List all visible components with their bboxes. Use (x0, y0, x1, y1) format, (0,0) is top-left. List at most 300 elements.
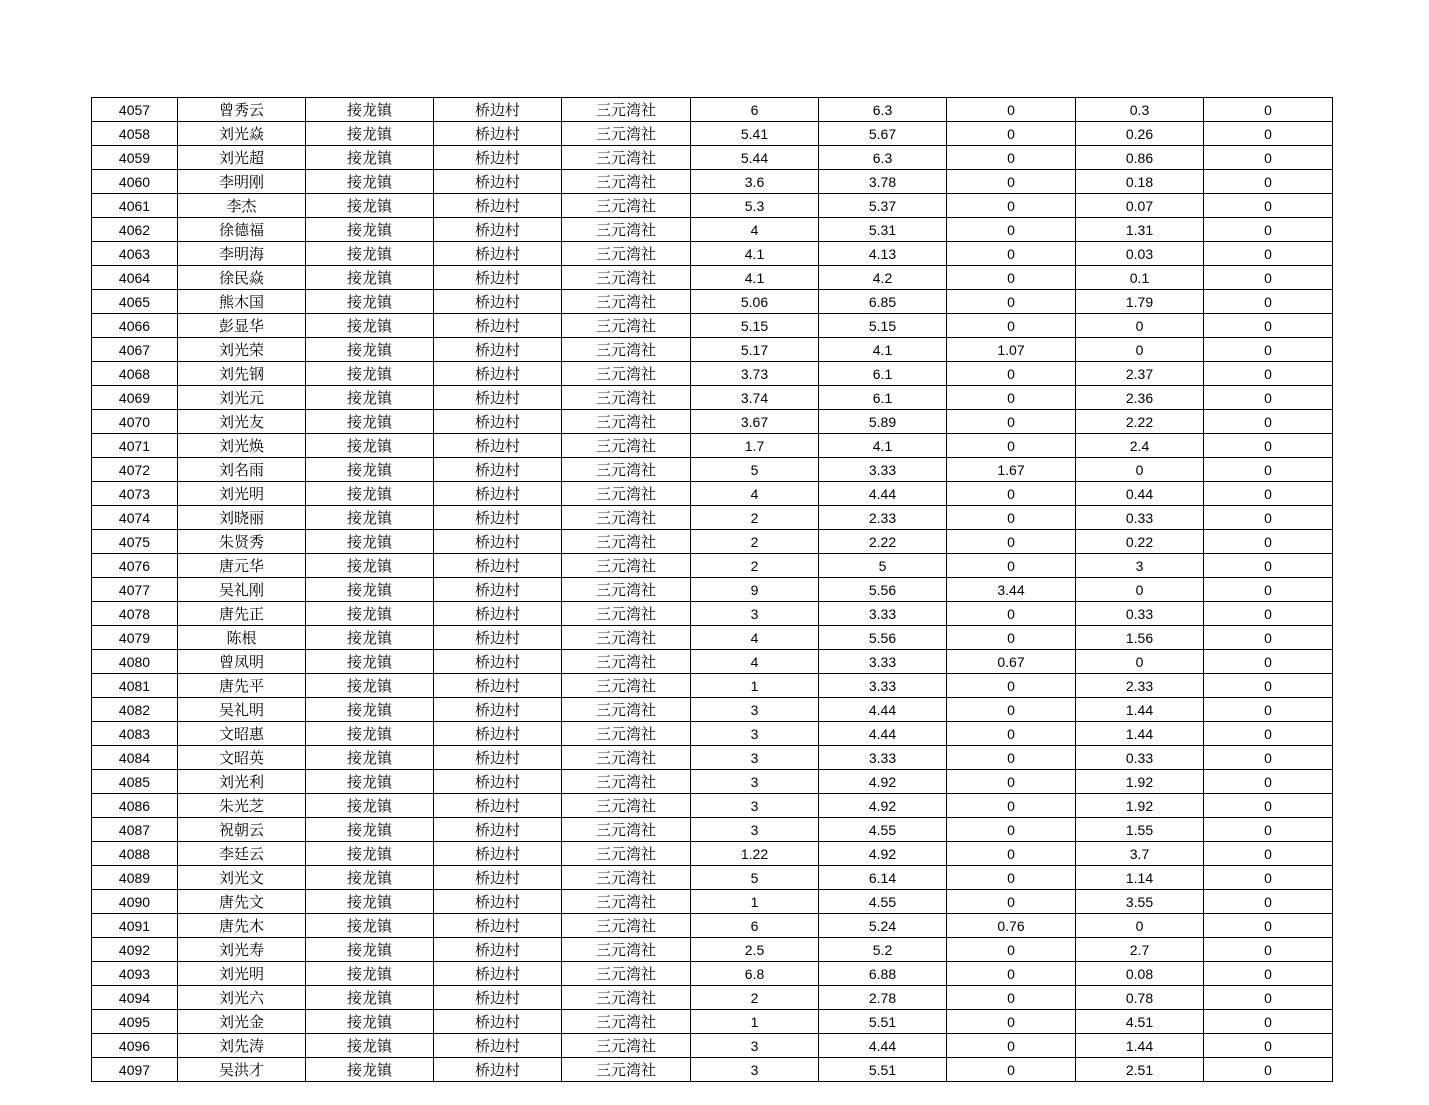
row-id-cell: 4057 (92, 98, 178, 122)
town-cell: 接龙镇 (306, 842, 434, 866)
value-d-cell: 0.08 (1076, 962, 1204, 986)
value-d-cell: 0 (1076, 458, 1204, 482)
value-e-cell: 0 (1204, 434, 1333, 458)
group-cell: 三元湾社 (562, 338, 691, 362)
group-cell: 三元湾社 (562, 626, 691, 650)
village-cell: 桥边村 (434, 266, 562, 290)
table-row (92, 842, 1333, 866)
value-b-cell: 5.15 (819, 314, 947, 338)
name-cell: 唐先木 (178, 914, 306, 938)
table-row (92, 578, 1333, 602)
name-cell: 曾秀云 (178, 98, 306, 122)
group-cell: 三元湾社 (562, 170, 691, 194)
value-b-cell: 5.89 (819, 410, 947, 434)
town-cell: 接龙镇 (306, 890, 434, 914)
value-c-cell: 0 (947, 290, 1076, 314)
town-cell: 接龙镇 (306, 386, 434, 410)
value-e-cell: 0 (1204, 794, 1333, 818)
value-e-cell: 0 (1204, 506, 1333, 530)
group-cell: 三元湾社 (562, 482, 691, 506)
town-cell: 接龙镇 (306, 458, 434, 482)
value-b-cell: 6.3 (819, 146, 947, 170)
town-cell: 接龙镇 (306, 194, 434, 218)
value-e-cell: 0 (1204, 554, 1333, 578)
group-cell: 三元湾社 (562, 722, 691, 746)
value-b-cell: 3.78 (819, 170, 947, 194)
group-cell: 三元湾社 (562, 1034, 691, 1058)
value-c-cell: 0 (947, 842, 1076, 866)
town-cell: 接龙镇 (306, 554, 434, 578)
value-e-cell: 0 (1204, 218, 1333, 242)
value-d-cell: 0.26 (1076, 122, 1204, 146)
group-cell: 三元湾社 (562, 986, 691, 1010)
town-cell: 接龙镇 (306, 746, 434, 770)
table-row (92, 194, 1333, 218)
value-a-cell: 3 (691, 1034, 819, 1058)
value-e-cell: 0 (1204, 698, 1333, 722)
value-a-cell: 5.15 (691, 314, 819, 338)
value-b-cell: 4.92 (819, 770, 947, 794)
value-b-cell: 6.88 (819, 962, 947, 986)
value-d-cell: 0 (1076, 314, 1204, 338)
value-b-cell: 2.22 (819, 530, 947, 554)
table-row (92, 290, 1333, 314)
group-cell: 三元湾社 (562, 842, 691, 866)
row-id-cell: 4065 (92, 290, 178, 314)
village-cell: 桥边村 (434, 482, 562, 506)
town-cell: 接龙镇 (306, 290, 434, 314)
value-a-cell: 2 (691, 986, 819, 1010)
value-c-cell: 0 (947, 602, 1076, 626)
village-cell: 桥边村 (434, 650, 562, 674)
town-cell: 接龙镇 (306, 506, 434, 530)
value-b-cell: 5.67 (819, 122, 947, 146)
value-d-cell: 1.79 (1076, 290, 1204, 314)
value-d-cell: 0.03 (1076, 242, 1204, 266)
row-id-cell: 4086 (92, 794, 178, 818)
table-row (92, 338, 1333, 362)
row-id-cell: 4058 (92, 122, 178, 146)
value-b-cell: 5.24 (819, 914, 947, 938)
value-b-cell: 6.3 (819, 98, 947, 122)
value-d-cell: 0.78 (1076, 986, 1204, 1010)
village-cell: 桥边村 (434, 98, 562, 122)
town-cell: 接龙镇 (306, 626, 434, 650)
group-cell: 三元湾社 (562, 98, 691, 122)
village-cell: 桥边村 (434, 170, 562, 194)
table-row (92, 746, 1333, 770)
table-row (92, 794, 1333, 818)
row-id-cell: 4077 (92, 578, 178, 602)
table-row (92, 218, 1333, 242)
town-cell: 接龙镇 (306, 482, 434, 506)
name-cell: 刘光寿 (178, 938, 306, 962)
value-c-cell: 0 (947, 410, 1076, 434)
value-b-cell: 3.33 (819, 674, 947, 698)
name-cell: 刘光金 (178, 1010, 306, 1034)
group-cell: 三元湾社 (562, 890, 691, 914)
town-cell: 接龙镇 (306, 1010, 434, 1034)
value-e-cell: 0 (1204, 290, 1333, 314)
name-cell: 熊木国 (178, 290, 306, 314)
group-cell: 三元湾社 (562, 314, 691, 338)
row-id-cell: 4082 (92, 698, 178, 722)
value-e-cell: 0 (1204, 722, 1333, 746)
value-b-cell: 4.44 (819, 722, 947, 746)
value-d-cell: 0 (1076, 914, 1204, 938)
table-row (92, 386, 1333, 410)
row-id-cell: 4060 (92, 170, 178, 194)
group-cell: 三元湾社 (562, 866, 691, 890)
value-c-cell: 1.67 (947, 458, 1076, 482)
value-a-cell: 4.1 (691, 266, 819, 290)
name-cell: 刘光超 (178, 146, 306, 170)
row-id-cell: 4084 (92, 746, 178, 770)
value-a-cell: 5.41 (691, 122, 819, 146)
value-a-cell: 5 (691, 866, 819, 890)
town-cell: 接龙镇 (306, 338, 434, 362)
group-cell: 三元湾社 (562, 674, 691, 698)
value-c-cell: 0 (947, 314, 1076, 338)
village-cell: 桥边村 (434, 1010, 562, 1034)
value-b-cell: 4.44 (819, 482, 947, 506)
row-id-cell: 4096 (92, 1034, 178, 1058)
value-c-cell: 0 (947, 986, 1076, 1010)
village-cell: 桥边村 (434, 746, 562, 770)
town-cell: 接龙镇 (306, 434, 434, 458)
table-row (92, 698, 1333, 722)
row-id-cell: 4076 (92, 554, 178, 578)
value-c-cell: 0 (947, 194, 1076, 218)
row-id-cell: 4064 (92, 266, 178, 290)
value-a-cell: 3 (691, 770, 819, 794)
name-cell: 刘光焕 (178, 434, 306, 458)
value-e-cell: 0 (1204, 986, 1333, 1010)
value-b-cell: 4.55 (819, 890, 947, 914)
group-cell: 三元湾社 (562, 218, 691, 242)
row-id-cell: 4066 (92, 314, 178, 338)
village-cell: 桥边村 (434, 410, 562, 434)
name-cell: 吴礼刚 (178, 578, 306, 602)
value-e-cell: 0 (1204, 1010, 1333, 1034)
name-cell: 祝朝云 (178, 818, 306, 842)
table-row (92, 266, 1333, 290)
value-e-cell: 0 (1204, 482, 1333, 506)
value-a-cell: 2 (691, 554, 819, 578)
value-e-cell: 0 (1204, 842, 1333, 866)
row-id-cell: 4074 (92, 506, 178, 530)
group-cell: 三元湾社 (562, 746, 691, 770)
table-row (92, 770, 1333, 794)
name-cell: 徐德福 (178, 218, 306, 242)
value-e-cell: 0 (1204, 650, 1333, 674)
value-b-cell: 5.51 (819, 1010, 947, 1034)
value-d-cell: 1.56 (1076, 626, 1204, 650)
village-cell: 桥边村 (434, 1058, 562, 1082)
value-c-cell: 0 (947, 170, 1076, 194)
town-cell: 接龙镇 (306, 98, 434, 122)
value-e-cell: 0 (1204, 1034, 1333, 1058)
value-e-cell: 0 (1204, 962, 1333, 986)
value-d-cell: 3 (1076, 554, 1204, 578)
value-c-cell: 0 (947, 506, 1076, 530)
name-cell: 吴礼明 (178, 698, 306, 722)
value-e-cell: 0 (1204, 170, 1333, 194)
group-cell: 三元湾社 (562, 650, 691, 674)
name-cell: 刘晓丽 (178, 506, 306, 530)
row-id-cell: 4085 (92, 770, 178, 794)
value-d-cell: 0.33 (1076, 506, 1204, 530)
town-cell: 接龙镇 (306, 962, 434, 986)
value-a-cell: 3 (691, 698, 819, 722)
value-d-cell: 1.44 (1076, 722, 1204, 746)
value-a-cell: 4 (691, 482, 819, 506)
value-c-cell: 0 (947, 1010, 1076, 1034)
value-b-cell: 5.31 (819, 218, 947, 242)
value-c-cell: 0 (947, 626, 1076, 650)
value-b-cell: 4.44 (819, 1034, 947, 1058)
name-cell: 刘先涛 (178, 1034, 306, 1058)
group-cell: 三元湾社 (562, 410, 691, 434)
value-e-cell: 0 (1204, 410, 1333, 434)
value-d-cell: 0.44 (1076, 482, 1204, 506)
value-e-cell: 0 (1204, 1058, 1333, 1082)
value-e-cell: 0 (1204, 338, 1333, 362)
value-e-cell: 0 (1204, 602, 1333, 626)
value-a-cell: 5.06 (691, 290, 819, 314)
name-cell: 李明刚 (178, 170, 306, 194)
value-a-cell: 1.7 (691, 434, 819, 458)
row-id-cell: 4070 (92, 410, 178, 434)
value-b-cell: 4.13 (819, 242, 947, 266)
town-cell: 接龙镇 (306, 1034, 434, 1058)
village-cell: 桥边村 (434, 890, 562, 914)
value-d-cell: 0.33 (1076, 746, 1204, 770)
table-row (92, 554, 1333, 578)
value-a-cell: 3 (691, 722, 819, 746)
value-b-cell: 5.37 (819, 194, 947, 218)
value-b-cell: 5.51 (819, 1058, 947, 1082)
town-cell: 接龙镇 (306, 986, 434, 1010)
value-d-cell: 2.36 (1076, 386, 1204, 410)
value-e-cell: 0 (1204, 194, 1333, 218)
village-cell: 桥边村 (434, 314, 562, 338)
table-row (92, 242, 1333, 266)
value-c-cell: 0 (947, 482, 1076, 506)
group-cell: 三元湾社 (562, 458, 691, 482)
town-cell: 接龙镇 (306, 1058, 434, 1082)
value-c-cell: 0 (947, 386, 1076, 410)
town-cell: 接龙镇 (306, 602, 434, 626)
value-b-cell: 2.78 (819, 986, 947, 1010)
value-d-cell: 0.3 (1076, 98, 1204, 122)
value-e-cell: 0 (1204, 362, 1333, 386)
name-cell: 刘名雨 (178, 458, 306, 482)
name-cell: 唐先文 (178, 890, 306, 914)
row-id-cell: 4092 (92, 938, 178, 962)
value-e-cell: 0 (1204, 266, 1333, 290)
value-d-cell: 1.14 (1076, 866, 1204, 890)
value-a-cell: 5.17 (691, 338, 819, 362)
village-cell: 桥边村 (434, 770, 562, 794)
value-b-cell: 6.85 (819, 290, 947, 314)
village-cell: 桥边村 (434, 194, 562, 218)
town-cell: 接龙镇 (306, 938, 434, 962)
row-id-cell: 4087 (92, 818, 178, 842)
value-b-cell: 4.92 (819, 794, 947, 818)
value-c-cell: 0 (947, 146, 1076, 170)
value-c-cell: 0 (947, 794, 1076, 818)
name-cell: 曾凤明 (178, 650, 306, 674)
table-row (92, 986, 1333, 1010)
value-d-cell: 1.92 (1076, 770, 1204, 794)
row-id-cell: 4095 (92, 1010, 178, 1034)
value-d-cell: 0.18 (1076, 170, 1204, 194)
value-a-cell: 3.73 (691, 362, 819, 386)
town-cell: 接龙镇 (306, 866, 434, 890)
value-a-cell: 3 (691, 1058, 819, 1082)
value-d-cell: 3.7 (1076, 842, 1204, 866)
town-cell: 接龙镇 (306, 698, 434, 722)
value-d-cell: 0.33 (1076, 602, 1204, 626)
village-cell: 桥边村 (434, 1034, 562, 1058)
value-c-cell: 0 (947, 1058, 1076, 1082)
value-d-cell: 2.7 (1076, 938, 1204, 962)
name-cell: 朱光芝 (178, 794, 306, 818)
row-id-cell: 4063 (92, 242, 178, 266)
value-d-cell: 1.31 (1076, 218, 1204, 242)
name-cell: 李廷云 (178, 842, 306, 866)
value-d-cell: 2.51 (1076, 1058, 1204, 1082)
value-a-cell: 3.6 (691, 170, 819, 194)
village-cell: 桥边村 (434, 938, 562, 962)
town-cell: 接龙镇 (306, 770, 434, 794)
value-d-cell: 1.92 (1076, 794, 1204, 818)
group-cell: 三元湾社 (562, 1010, 691, 1034)
name-cell: 唐元华 (178, 554, 306, 578)
value-b-cell: 3.33 (819, 746, 947, 770)
group-cell: 三元湾社 (562, 698, 691, 722)
value-c-cell: 0.67 (947, 650, 1076, 674)
value-d-cell: 0.86 (1076, 146, 1204, 170)
value-c-cell: 0 (947, 434, 1076, 458)
value-a-cell: 2 (691, 506, 819, 530)
value-d-cell: 0.07 (1076, 194, 1204, 218)
value-b-cell: 2.33 (819, 506, 947, 530)
value-d-cell: 0 (1076, 578, 1204, 602)
value-b-cell: 6.1 (819, 386, 947, 410)
village-cell: 桥边村 (434, 674, 562, 698)
village-cell: 桥边村 (434, 458, 562, 482)
table-row (92, 98, 1333, 122)
value-a-cell: 3 (691, 602, 819, 626)
value-b-cell: 4.44 (819, 698, 947, 722)
village-cell: 桥边村 (434, 434, 562, 458)
village-cell: 桥边村 (434, 962, 562, 986)
group-cell: 三元湾社 (562, 554, 691, 578)
row-id-cell: 4097 (92, 1058, 178, 1082)
value-d-cell: 0 (1076, 650, 1204, 674)
value-a-cell: 9 (691, 578, 819, 602)
town-cell: 接龙镇 (306, 242, 434, 266)
town-cell: 接龙镇 (306, 122, 434, 146)
value-d-cell: 1.55 (1076, 818, 1204, 842)
village-cell: 桥边村 (434, 218, 562, 242)
value-a-cell: 4.1 (691, 242, 819, 266)
group-cell: 三元湾社 (562, 266, 691, 290)
value-c-cell: 0 (947, 938, 1076, 962)
name-cell: 刘光文 (178, 866, 306, 890)
table-row (92, 962, 1333, 986)
town-cell: 接龙镇 (306, 218, 434, 242)
town-cell: 接龙镇 (306, 914, 434, 938)
value-e-cell: 0 (1204, 866, 1333, 890)
group-cell: 三元湾社 (562, 770, 691, 794)
table-body (92, 98, 1333, 1082)
value-a-cell: 3 (691, 818, 819, 842)
group-cell: 三元湾社 (562, 434, 691, 458)
value-e-cell: 0 (1204, 914, 1333, 938)
row-id-cell: 4072 (92, 458, 178, 482)
group-cell: 三元湾社 (562, 122, 691, 146)
value-e-cell: 0 (1204, 458, 1333, 482)
group-cell: 三元湾社 (562, 290, 691, 314)
value-e-cell: 0 (1204, 122, 1333, 146)
name-cell: 刘光明 (178, 482, 306, 506)
table-row (92, 506, 1333, 530)
value-e-cell: 0 (1204, 98, 1333, 122)
village-cell: 桥边村 (434, 386, 562, 410)
value-b-cell: 5.56 (819, 626, 947, 650)
row-id-cell: 4071 (92, 434, 178, 458)
value-d-cell: 2.33 (1076, 674, 1204, 698)
village-cell: 桥边村 (434, 362, 562, 386)
village-cell: 桥边村 (434, 866, 562, 890)
name-cell: 陈根 (178, 626, 306, 650)
value-b-cell: 4.55 (819, 818, 947, 842)
village-cell: 桥边村 (434, 146, 562, 170)
group-cell: 三元湾社 (562, 362, 691, 386)
name-cell: 刘光荣 (178, 338, 306, 362)
value-c-cell: 0 (947, 674, 1076, 698)
value-e-cell: 0 (1204, 938, 1333, 962)
value-e-cell: 0 (1204, 578, 1333, 602)
value-e-cell: 0 (1204, 746, 1333, 770)
village-cell: 桥边村 (434, 122, 562, 146)
table-row (92, 410, 1333, 434)
value-e-cell: 0 (1204, 626, 1333, 650)
value-e-cell: 0 (1204, 818, 1333, 842)
value-a-cell: 4 (691, 626, 819, 650)
value-a-cell: 1 (691, 890, 819, 914)
town-cell: 接龙镇 (306, 722, 434, 746)
town-cell: 接龙镇 (306, 818, 434, 842)
table-row (92, 890, 1333, 914)
table-row (92, 626, 1333, 650)
town-cell: 接龙镇 (306, 578, 434, 602)
town-cell: 接龙镇 (306, 794, 434, 818)
town-cell: 接龙镇 (306, 170, 434, 194)
value-a-cell: 1 (691, 674, 819, 698)
value-c-cell: 0 (947, 530, 1076, 554)
value-c-cell: 0 (947, 1034, 1076, 1058)
name-cell: 刘光友 (178, 410, 306, 434)
group-cell: 三元湾社 (562, 386, 691, 410)
group-cell: 三元湾社 (562, 914, 691, 938)
row-id-cell: 4061 (92, 194, 178, 218)
value-b-cell: 4.2 (819, 266, 947, 290)
value-a-cell: 3.74 (691, 386, 819, 410)
